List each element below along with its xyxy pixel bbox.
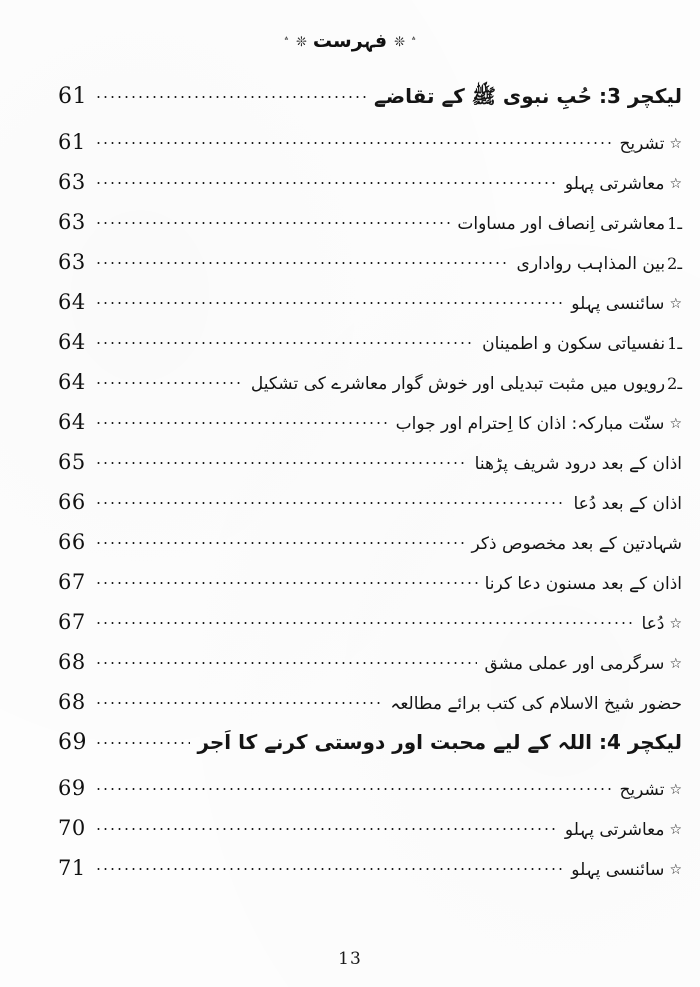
toc-entry-page-number: 63 bbox=[58, 170, 86, 194]
star-bullet-icon: ☆ bbox=[669, 176, 682, 192]
toc-entry-label: معاشرتی اِنصاف اور مساوات bbox=[457, 214, 666, 234]
toc-entry-page-number: 64 bbox=[58, 410, 86, 434]
toc-entry[interactable] bbox=[58, 410, 682, 450]
toc-entry-page-number: 70 bbox=[58, 816, 86, 840]
toc-entry[interactable] bbox=[58, 210, 682, 250]
star-bullet-icon: ☆ bbox=[669, 416, 682, 432]
toc-entry-label: شہادتین کے بعد مخصوص ذکر bbox=[471, 534, 682, 554]
toc-entry-title bbox=[471, 454, 682, 475]
dot-leader bbox=[95, 653, 477, 669]
toc-entry-label: حضور شیخ الاسلام کی کتب برائے مطالعہ bbox=[390, 694, 682, 714]
toc-entry[interactable] bbox=[58, 776, 682, 816]
dot-leader bbox=[95, 453, 468, 469]
toc-entry-page-number: 67 bbox=[58, 570, 86, 594]
toc-entry-title bbox=[453, 214, 682, 235]
toc-entry-label: سائنسی پہلو bbox=[571, 860, 665, 880]
toc-entry-label: معاشرتی پہلو bbox=[564, 174, 665, 194]
toc-entry-title bbox=[193, 730, 682, 755]
toc-entry-page-number: 64 bbox=[58, 290, 86, 314]
dot-leader bbox=[95, 573, 478, 589]
flourish-left-icon: ؞ bbox=[283, 37, 289, 47]
toc-entry-label: نفسیاتی سکون و اطمینان bbox=[482, 334, 666, 354]
header-inner bbox=[284, 32, 417, 51]
dot-leader bbox=[95, 533, 465, 549]
toc-entry-label: معاشرتی پہلو bbox=[564, 820, 665, 840]
toc-entry[interactable] bbox=[58, 816, 682, 856]
toc-entry[interactable] bbox=[58, 610, 682, 650]
toc-entry-title bbox=[247, 374, 682, 395]
toc-entry-title bbox=[561, 820, 682, 841]
ornament-right-icon: ❊ bbox=[394, 35, 404, 50]
dot-leader bbox=[95, 373, 244, 389]
toc-entry-index: 1ـ bbox=[667, 334, 682, 353]
toc-entry-title bbox=[481, 574, 682, 595]
toc-entry-index: 2ـ bbox=[667, 254, 682, 273]
toc-entry-label: اذان کے بعد مسنون دعا کرنا bbox=[484, 574, 682, 594]
toc-entry-label: بین المذاہب رواداری bbox=[516, 254, 666, 274]
dot-leader bbox=[95, 493, 566, 509]
toc-entry-label: لیکچر 3: حُبِ نبوی ﷺ کے تقاضے bbox=[374, 84, 682, 108]
toc-entry[interactable] bbox=[58, 650, 682, 690]
star-bullet-icon: ☆ bbox=[669, 616, 682, 632]
toc-entry-title bbox=[567, 294, 682, 315]
table-of-contents bbox=[58, 84, 682, 896]
toc-entry[interactable] bbox=[58, 730, 682, 776]
toc-entry[interactable] bbox=[58, 170, 682, 210]
dot-leader bbox=[95, 333, 475, 349]
toc-entry-page-number: 68 bbox=[58, 650, 86, 674]
toc-entry-page-number: 68 bbox=[58, 690, 86, 714]
toc-entry-label: اذان کے بعد درود شریف پڑھنا bbox=[474, 454, 682, 474]
toc-entry[interactable] bbox=[58, 690, 682, 730]
toc-entry-index: 2ـ bbox=[667, 374, 682, 393]
toc-entry-label: رویوں میں مثبت تبدیلی اور خوش گوار معاشرے کی تشکیل bbox=[250, 374, 666, 394]
toc-entry-title bbox=[615, 780, 682, 801]
star-bullet-icon: ☆ bbox=[669, 136, 682, 152]
toc-entry[interactable] bbox=[58, 450, 682, 490]
toc-entry-page-number: 61 bbox=[58, 84, 87, 109]
toc-entry-page-number: 61 bbox=[58, 130, 86, 154]
star-bullet-icon: ☆ bbox=[669, 782, 682, 798]
toc-entry[interactable] bbox=[58, 250, 682, 290]
toc-entry-title bbox=[567, 860, 682, 881]
toc-entry-title bbox=[468, 534, 682, 555]
flourish-right-icon: ؞ bbox=[411, 37, 417, 47]
toc-entry-label: لیکچر 4: اللہ کے لیے محبت اور دوستی کرنے کا اَجر bbox=[197, 730, 682, 754]
toc-entry-page-number: 67 bbox=[58, 610, 86, 634]
dot-leader bbox=[95, 819, 558, 835]
toc-entry-label: تشریح bbox=[619, 134, 665, 154]
toc-entry-page-number: 65 bbox=[58, 450, 86, 474]
toc-entry-page-number: 69 bbox=[58, 730, 87, 755]
toc-entry-page-number: 63 bbox=[58, 210, 86, 234]
star-bullet-icon: ☆ bbox=[669, 822, 682, 838]
toc-entry-page-number: 66 bbox=[58, 490, 86, 514]
dot-leader bbox=[95, 253, 510, 269]
toc-entry-label: تشریح bbox=[619, 780, 665, 800]
dot-leader bbox=[95, 613, 635, 629]
toc-entry-title bbox=[513, 254, 682, 275]
toc-entry-page-number: 71 bbox=[58, 856, 86, 880]
toc-entry-title bbox=[478, 334, 682, 355]
toc-entry-page-number: 63 bbox=[58, 250, 86, 274]
toc-entry[interactable] bbox=[58, 490, 682, 530]
dot-leader bbox=[95, 413, 389, 429]
toc-entry-label: اذان کے بعد دُعا bbox=[573, 494, 682, 514]
dot-leader bbox=[95, 87, 367, 103]
toc-entry[interactable] bbox=[58, 84, 682, 130]
toc-entry-title bbox=[561, 174, 682, 195]
ornament-left-icon: ❊ bbox=[295, 35, 306, 50]
toc-entry-label: سرگرمی اور عملی مشق bbox=[484, 654, 665, 674]
toc-entry-title bbox=[569, 494, 682, 515]
toc-entry[interactable] bbox=[58, 130, 682, 170]
toc-entry-page-number: 66 bbox=[58, 530, 86, 554]
toc-entry-page-number: 64 bbox=[58, 330, 86, 354]
toc-entry[interactable] bbox=[58, 856, 682, 896]
toc-entry-title bbox=[370, 84, 682, 109]
dot-leader bbox=[95, 293, 564, 309]
page-footer bbox=[0, 949, 700, 969]
toc-entry[interactable] bbox=[58, 290, 682, 330]
toc-entry[interactable] bbox=[58, 570, 682, 610]
page-header bbox=[0, 28, 700, 68]
folio-number: 13 bbox=[338, 949, 362, 969]
dot-leader bbox=[95, 133, 612, 149]
dot-leader bbox=[95, 779, 612, 795]
dot-leader bbox=[95, 733, 190, 749]
toc-entry-page-number: 64 bbox=[58, 370, 86, 394]
toc-entry-page-number: 69 bbox=[58, 776, 86, 800]
toc-entry[interactable] bbox=[58, 330, 682, 370]
toc-entry-title bbox=[386, 694, 682, 715]
toc-entry-title bbox=[392, 414, 682, 435]
toc-entry-title bbox=[615, 134, 682, 155]
toc-entry[interactable] bbox=[58, 530, 682, 570]
toc-entry-label: سائنسی پہلو bbox=[571, 294, 665, 314]
toc-entry-label: دُعا bbox=[641, 614, 665, 634]
star-bullet-icon: ☆ bbox=[669, 862, 682, 878]
toc-entry-label: سنّت مبارکہ: اذان کا اِحترام اور جواب bbox=[395, 414, 665, 434]
dot-leader bbox=[95, 173, 558, 189]
toc-entry-title bbox=[480, 654, 682, 675]
star-bullet-icon: ☆ bbox=[669, 296, 682, 312]
dot-leader bbox=[95, 859, 564, 875]
page-title: فہرست bbox=[312, 30, 388, 52]
toc-entry-index: 1ـ bbox=[667, 214, 682, 233]
toc-entry-title bbox=[638, 614, 682, 635]
dot-leader bbox=[95, 213, 450, 229]
star-bullet-icon: ☆ bbox=[669, 656, 682, 672]
dot-leader bbox=[95, 693, 383, 709]
toc-entry[interactable] bbox=[58, 370, 682, 410]
